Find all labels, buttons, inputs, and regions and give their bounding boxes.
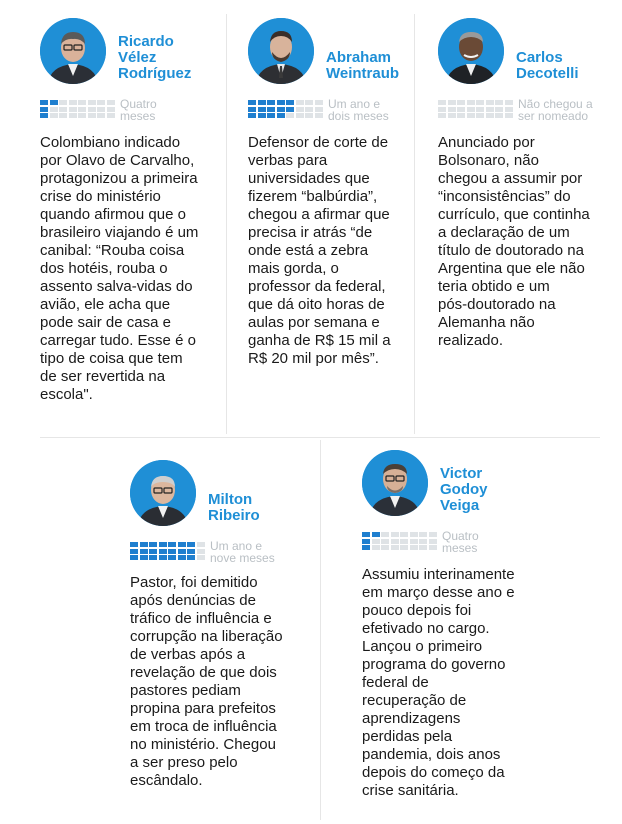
portrait-icon: [130, 460, 196, 526]
tenure-month-block: [438, 100, 446, 105]
tenure-month-block: [277, 100, 285, 105]
tenure: [248, 98, 412, 122]
tenure-month-block: [277, 107, 285, 112]
tenure-label: Não chegou a ser nomeado: [518, 97, 593, 123]
tenure-month-block: [69, 100, 77, 105]
tenure-month-block: [286, 113, 294, 118]
tenure-month-block: [149, 555, 157, 560]
tenure-month-block: [286, 100, 294, 105]
tenure-month-block: [296, 107, 304, 112]
tenure-month-block: [305, 107, 313, 112]
tenure-month-block: [448, 113, 456, 118]
tenure-month-block: [97, 107, 105, 112]
divider-2: [414, 14, 415, 434]
tenure-month-block: [476, 113, 484, 118]
tenure-month-block: [178, 555, 186, 560]
tenure-month-block: [419, 545, 427, 550]
tenure-month-block: [429, 539, 437, 544]
tenure-month-block: [248, 113, 256, 118]
tenure-month-block: [159, 542, 167, 547]
tenure-month-block: [410, 539, 418, 544]
tenure-month-block: [495, 100, 503, 105]
tenure-month-block: [258, 100, 266, 105]
tenure-month-block: [467, 113, 475, 118]
tenure-month-block: [130, 542, 138, 547]
tenure-month-block: [419, 539, 427, 544]
tenure-month-block: [258, 113, 266, 118]
tenure-month-block: [40, 107, 48, 112]
tenure-month-block: [267, 100, 275, 105]
tenure-month-block: [448, 100, 456, 105]
tenure-label: Um ano e nove meses: [210, 539, 275, 565]
tenure-month-block: [59, 100, 67, 105]
tenure-month-block: [381, 539, 389, 544]
tenure-month-block: [267, 113, 275, 118]
tenure-month-block: [448, 107, 456, 112]
tenure-month-block: [381, 532, 389, 537]
tenure-month-block: [476, 100, 484, 105]
tenure-month-block: [296, 113, 304, 118]
tenure-bar: [362, 532, 438, 552]
tenure-month-block: [78, 107, 86, 112]
tenure-month-block: [495, 113, 503, 118]
divider-1: [226, 14, 227, 434]
tenure-month-block: [50, 100, 58, 105]
tenure-month-block: [305, 100, 313, 105]
portrait-icon: [40, 18, 106, 84]
tenure-month-block: [130, 549, 138, 554]
tenure-month-block: [88, 100, 96, 105]
tenure-month-block: [78, 113, 86, 118]
tenure: [40, 98, 220, 122]
tenure-month-block: [50, 113, 58, 118]
tenure-month-block: [372, 545, 380, 550]
tenure-month-block: [315, 107, 323, 112]
tenure-month-block: [296, 100, 304, 105]
tenure: [438, 98, 618, 122]
minister-name: Abraham Weintraub: [326, 49, 400, 82]
minister-name: Carlos Decotelli: [516, 49, 579, 82]
minister-description: Pastor, foi demitido após denúncias de tráfico de influência e corrupção na liberação de verbas após a revelação de que dois pastores pediam propina para prefeitos em troca de influência no ministério. Chegou a ser preso pelo escândalo.: [130, 574, 283, 789]
portrait-icon: [362, 450, 428, 516]
tenure-month-block: [168, 549, 176, 554]
tenure-month-block: [97, 100, 105, 105]
tenure-month-block: [59, 113, 67, 118]
tenure-month-block: [97, 113, 105, 118]
tenure-month-block: [149, 549, 157, 554]
tenure-month-block: [400, 539, 408, 544]
tenure-bar: [248, 100, 324, 120]
minister-card-weintraub: [248, 18, 412, 428]
tenure-month-block: [467, 107, 475, 112]
tenure-month-block: [40, 113, 48, 118]
minister-description: Defensor de corte de verbas para universidades que fizerem “balbúrdia”, chegou a afirmar que precisa ir atrás “de onde está a zebra mais gorda, o professor da federal, que dá oito horas de aulas por semana e ganha de R$ 15 mil a R$ 20 mil por mês”.: [248, 134, 391, 367]
tenure-bar: [130, 542, 206, 562]
tenure-month-block: [69, 113, 77, 118]
tenure-month-block: [457, 107, 465, 112]
tenure-month-block: [187, 555, 195, 560]
tenure-month-block: [486, 107, 494, 112]
tenure-month-block: [495, 107, 503, 112]
tenure-month-block: [467, 100, 475, 105]
tenure-month-block: [40, 100, 48, 105]
tenure-month-block: [197, 542, 205, 547]
tenure-month-block: [429, 532, 437, 537]
tenure-month-block: [391, 539, 399, 544]
tenure-month-block: [168, 555, 176, 560]
tenure-month-block: [107, 107, 115, 112]
tenure-month-block: [476, 107, 484, 112]
tenure: [362, 530, 542, 554]
portrait-icon: [438, 18, 504, 84]
minister-name: Milton Ribeiro: [208, 491, 260, 524]
tenure-month-block: [50, 107, 58, 112]
tenure-month-block: [248, 107, 256, 112]
tenure-month-block: [362, 532, 370, 537]
tenure-month-block: [258, 107, 266, 112]
tenure-month-block: [178, 549, 186, 554]
tenure-month-block: [168, 542, 176, 547]
tenure-month-block: [438, 113, 446, 118]
tenure-month-block: [59, 107, 67, 112]
tenure-month-block: [410, 532, 418, 537]
tenure-month-block: [140, 555, 148, 560]
tenure-month-block: [78, 100, 86, 105]
tenure-month-block: [457, 113, 465, 118]
tenure-label: Quatro meses: [120, 97, 157, 123]
minister-description: Colombiano indicado por Olavo de Carvalho, protagonizou a primeira crise do ministério quando afirmou que o brasileiro viajando é um canibal: “Rouba coisa dos hotéis, rouba o assento salva-vidas do avião, ele acha que pode sair de casa e carregar tudo. Esse é o tipo de coisa que tem de ser revertida na escola".: [40, 134, 199, 403]
tenure-month-block: [88, 113, 96, 118]
avatar: [130, 460, 196, 526]
tenure-month-block: [486, 113, 494, 118]
tenure-month-block: [362, 539, 370, 544]
avatar: [438, 18, 504, 84]
tenure-month-block: [88, 107, 96, 112]
divider-horizontal: [40, 437, 600, 438]
minister-card-ribeiro: [130, 460, 310, 810]
tenure-month-block: [372, 539, 380, 544]
tenure-month-block: [248, 100, 256, 105]
avatar: [40, 18, 106, 84]
tenure-month-block: [277, 113, 285, 118]
tenure-month-block: [197, 549, 205, 554]
divider-3: [320, 440, 321, 820]
tenure-month-block: [149, 542, 157, 547]
tenure-month-block: [197, 555, 205, 560]
tenure-month-block: [315, 113, 323, 118]
tenure-month-block: [438, 107, 446, 112]
tenure-month-block: [391, 545, 399, 550]
tenure-month-block: [505, 100, 513, 105]
tenure-month-block: [315, 100, 323, 105]
minister-card-veiga: [362, 450, 562, 820]
tenure-label: Quatro meses: [442, 529, 479, 555]
tenure-month-block: [486, 100, 494, 105]
avatar: [248, 18, 314, 84]
tenure-month-block: [457, 100, 465, 105]
tenure-month-block: [140, 542, 148, 547]
tenure-month-block: [107, 113, 115, 118]
minister-name: Victor Godoy Veiga: [440, 465, 488, 514]
minister-card-decotelli: [438, 18, 618, 428]
tenure-month-block: [400, 532, 408, 537]
tenure-month-block: [159, 555, 167, 560]
tenure-month-block: [305, 113, 313, 118]
tenure-month-block: [429, 545, 437, 550]
minister-description: Anunciado por Bolsonaro, não chegou a assumir por “inconsistências” do currículo, que continha a declaração de um título de doutorado na Argentina que ele não teria obtido e um pós-doutorado na Alemanha não realizado.: [438, 134, 590, 349]
tenure-month-block: [107, 100, 115, 105]
tenure-month-block: [286, 107, 294, 112]
minister-card-velez: [40, 18, 220, 428]
tenure-month-block: [410, 545, 418, 550]
tenure-month-block: [130, 555, 138, 560]
portrait-icon: [248, 18, 314, 84]
tenure-month-block: [267, 107, 275, 112]
tenure-month-block: [391, 532, 399, 537]
tenure-month-block: [372, 532, 380, 537]
minister-name: Ricardo Vélez Rodríguez: [118, 33, 192, 82]
tenure-month-block: [178, 542, 186, 547]
tenure: [130, 540, 310, 564]
tenure-month-block: [187, 549, 195, 554]
tenure-bar: [40, 100, 116, 120]
tenure-month-block: [159, 549, 167, 554]
tenure-month-block: [505, 113, 513, 118]
tenure-month-block: [419, 532, 427, 537]
tenure-month-block: [362, 545, 370, 550]
tenure-month-block: [187, 542, 195, 547]
minister-description: Assumiu interinamente em março desse ano e pouco depois foi efetivado no cargo. Lançou o primeiro programa do governo federal de recuperação de aprendizagens perdidas pela pandemia, dois anos depois do começo da crise sanitária.: [362, 566, 515, 799]
tenure-label: Um ano e dois meses: [328, 97, 389, 123]
tenure-month-block: [69, 107, 77, 112]
tenure-month-block: [140, 549, 148, 554]
tenure-month-block: [381, 545, 389, 550]
tenure-bar: [438, 100, 514, 120]
tenure-month-block: [505, 107, 513, 112]
avatar: [362, 450, 428, 516]
tenure-month-block: [400, 545, 408, 550]
